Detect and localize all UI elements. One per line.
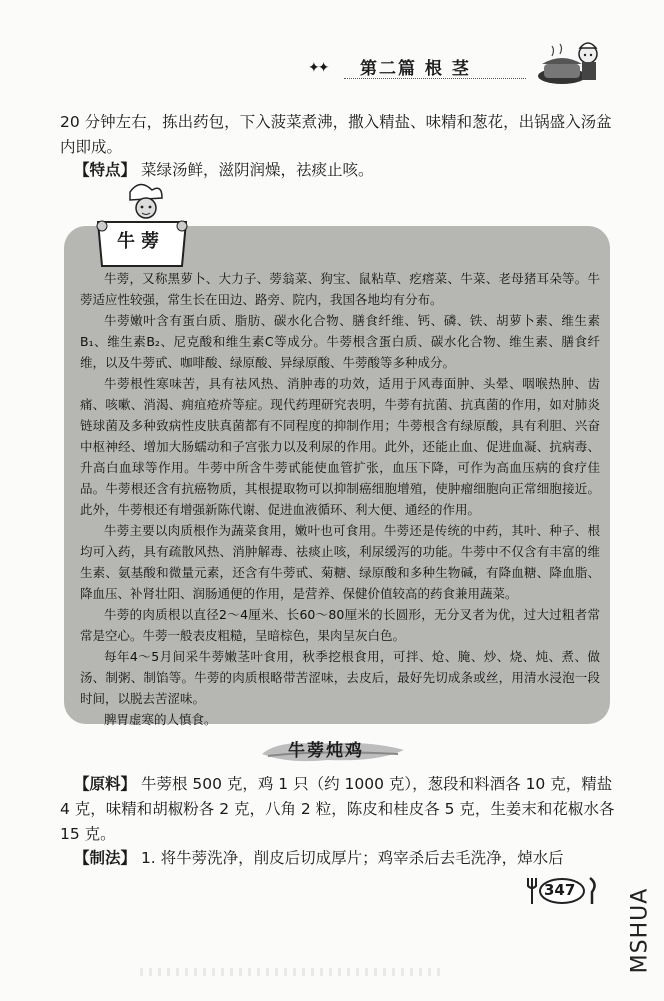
box-paragraph: 牛蒡主要以肉质根作为蔬菜食用，嫩叶也可食用。牛蒡还是传统的中药，其叶、种子、根均可入药，具有疏散风热、消肿解毒、祛痰止咳，利尿缓泻的功能。牛蒡中不仅含有丰富的维生素、氨基酸和微量元素，还含有牛蒡甙、菊糖、绿原酸和多种生物碱，有降血糖、降血脂、降血压、补肾壮阳、润肠通便的作用，是营养、保健价值较高的药食兼用蔬菜。: [80, 523, 600, 601]
watermark: [622, 880, 658, 992]
sparkle-icon: ✦✦: [308, 60, 328, 76]
box-paragraph: 每年4～5月间采牛蒡嫩茎叶食用，秋季挖根食用，可拌、炝、腌、炒、烧、炖、煮、做汤、制粥、制馅等。牛蒡的肉质根略带苦涩味，去皮后，最好先切成条或丝，用清水浸泡一段时间，以脱去苦涩味。: [80, 649, 600, 706]
box-label: 牛蒡: [117, 231, 165, 252]
ingredients-paragraph: [60, 772, 615, 847]
intro-paragraph: 20 分钟左右，拣出药包，下入菠菜煮沸，撒入精盐、味精和葱花，出锅盛入汤盆内即成。: [60, 113, 612, 156]
chapter-title: 第二篇 根 茎: [360, 59, 471, 79]
box-paragraph: 牛蒡的肉质根以直径2～4厘米、长60～80厘米的长圆形，无分叉者为优，过大过粗者常常是空心。牛蒡一般表皮粗糙，呈暗棕色，果肉呈灰白色。: [80, 607, 600, 643]
watermark-text: MSHUA: [627, 887, 653, 974]
box-paragraph: 牛蒡嫩叶含有蛋白质、脂肪、碳水化合物、膳食纤维、钙、磷、铁、胡萝卜素、维生素B₁、维生素B₂、尼克酸和维生素C等成分。牛蒡根含蛋白质、碳水化合物、维生素、膳食纤维，以及牛蒡甙、咖啡酸、绿原酸、异绿原酸、牛蒡酸等多种成分。: [80, 313, 600, 370]
ingredients-tag: 【原料】: [74, 775, 137, 793]
scan-artifact: [140, 968, 440, 976]
feature-paragraph: [60, 158, 615, 183]
box-paragraph: 脾胃虚寒的人慎食。: [104, 712, 217, 727]
chef-cooking-icon: [532, 40, 604, 88]
method-text: 1. 将牛蒡洗净，削皮后切成厚片；鸡宰杀后去毛洗净，焯水后: [136, 849, 564, 867]
running-header: [296, 50, 526, 80]
feature-tag: 【特点】: [74, 161, 137, 179]
box-paragraph: 牛蒡根性寒味苦，具有祛风热、消肿毒的功效，适用于风毒面肿、头晕、咽喉热肿、齿痛、咳嗽、消渴、痈疽疮疥等症。现代药理研究表明，牛蒡有抗菌、抗真菌的作用，如对肺炎链球菌及多种致病性皮肤真菌都有不同程度的抑制作用；牛蒡根含有绿原酸，具有利胆、兴奋中枢神经、增加大肠蠕动和子宫张力以及利尿的作用。此外，还能止血、促进血凝、抗病毒、升高白血球等作用。牛蒡中所含牛蒡甙能使血管扩张，血压下降，可作为高血压病的食疗佳品。牛蒡根还含有抗癌物质，其根提取物可以抑制癌细胞增殖，使肿瘤细胞向正常细胞接近。此外，牛蒡根还有增强新陈代谢、促进血液循环、利大便、通经的作用。: [80, 376, 600, 517]
feature-text: 菜绿汤鲜，滋阴润燥，祛痰止咳。: [136, 161, 374, 179]
chef-banner-icon: [90, 182, 195, 272]
page-number: 347: [544, 881, 576, 899]
page-number-block: [524, 874, 600, 908]
header-divider: [344, 78, 526, 79]
ingredients-text: 牛蒡根 500 克，鸡 1 只（约 1000 克），葱段和料酒各 10 克，精盐 4 克，味精和胡椒粉各 2 克，八角 2 粒，陈皮和桂皮各 5 克，生姜末和花椒水各 15 克。: [60, 775, 615, 843]
method-tag: 【制法】: [74, 849, 137, 867]
recipe-title-block: [258, 732, 408, 768]
box-paragraph: 牛蒡，又称黑萝卜、大力子、蒡翁菜、狗宝、鼠粘草、疙瘩菜、牛菜、老母猪耳朵等。牛蒡适应性较强，常生长在田边、路旁、院内，我国各地均有分布。: [80, 271, 600, 307]
method-paragraph: [60, 846, 615, 871]
box-text: [80, 268, 600, 730]
recipe-title: 牛蒡炖鸡: [288, 741, 364, 761]
